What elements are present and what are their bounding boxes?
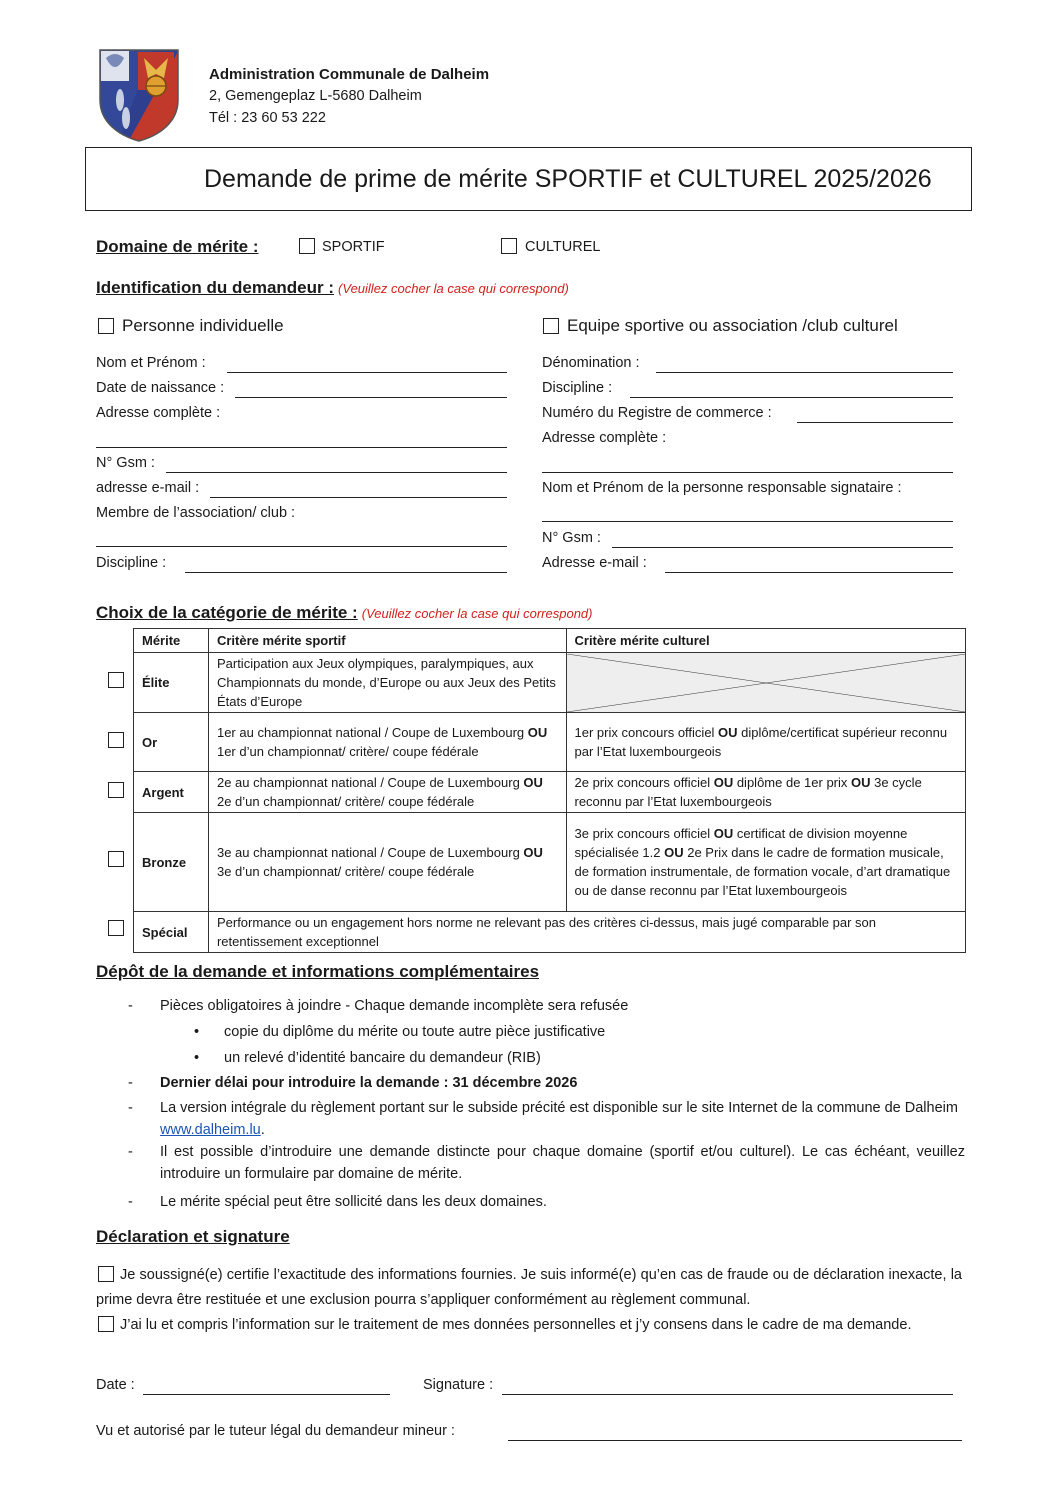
field-gsm-input[interactable]: [166, 472, 507, 473]
checkbox-equipe[interactable]: [543, 318, 559, 334]
row-name-elite: Élite: [134, 653, 209, 713]
identification-hint: (Veuillez cocher la case qui correspond): [338, 281, 569, 296]
depot-dash-2: -: [128, 1075, 133, 1091]
row-name-or: Or: [134, 713, 209, 772]
depot-sub-rib: un relevé d’identité bancaire du demandeur (RIB): [224, 1050, 541, 1066]
option-culturel-label: CULTUREL: [525, 239, 601, 255]
row-elite-culturel-na: [566, 653, 966, 713]
row-bronze-culturel: 3e prix concours officiel OU certificat de division moyenne spécialisée 1.2 OU 2e Prix dans le cadre de formation musicale, de formation instrumentale, de formation vocale, d’art dramatique ou de danse reconnu par l’Etat luxembourgeois: [566, 813, 966, 912]
table-row: [134, 912, 966, 953]
checkbox-sportif[interactable]: [299, 238, 315, 254]
row-or-sportif: 1er au championnat national / Coupe de Luxembourg OU 1er d’un championnat/ critère/ coupe fédérale: [208, 713, 566, 772]
field-membre-label: Membre de l’association/ club :: [96, 505, 296, 521]
checkbox-culturel[interactable]: [501, 238, 517, 254]
field-membre-input[interactable]: [96, 546, 507, 547]
field-responsable-input[interactable]: [542, 521, 953, 522]
field-gsm-label: N° Gsm :: [96, 455, 155, 471]
checkbox-special[interactable]: [108, 920, 124, 936]
signature-label: Signature :: [423, 1377, 494, 1393]
field-email-input[interactable]: [210, 497, 507, 498]
checkbox-or[interactable]: [108, 732, 124, 748]
row-name-special: Spécial: [134, 912, 209, 953]
field-responsable-label: Nom et Prénom de la personne responsable signataire :: [542, 480, 902, 496]
field-equipe-adresse-input[interactable]: [542, 472, 953, 473]
header-culturel: Critère mérite culturel: [566, 629, 966, 653]
depot-dash-1: -: [128, 998, 133, 1014]
table-row: [134, 653, 966, 713]
merit-table: [133, 628, 966, 953]
categorie-label: Choix de la catégorie de mérite :: [96, 603, 358, 622]
signature-input[interactable]: [502, 1394, 953, 1395]
row-elite-sportif: Participation aux Jeux olympiques, paralympiques, aux Championnats du monde, d’Europe ou aux Jeux des Petits États d’Europe: [208, 653, 566, 713]
field-equipe-adresse-label: Adresse complète :: [542, 430, 667, 446]
domaine-label: Domaine de mérite :: [96, 237, 259, 256]
depot-label: Dépôt de la demande et informations complémentaires: [96, 962, 540, 981]
equipe-title: Equipe sportive ou association /club culturel: [567, 316, 898, 335]
dalheim-link[interactable]: www.dalheim.lu: [160, 1122, 261, 1138]
page-title: Demande de prime de mérite SPORTIF et CULTUREL 2025/2026: [204, 165, 932, 193]
depot-item-special: Le mérite spécial peut être sollicité dans les deux domaines.: [160, 1194, 547, 1210]
option-sportif-label: SPORTIF: [322, 239, 385, 255]
row-name-bronze: Bronze: [134, 813, 209, 912]
declaration-text-1: Je soussigné(e) certifie l’exactitude des informations fournies. Je suis informé(e) qu’en cas de fraude ou de déclaration inexacte, la prime devra être restituée et une exclusion pourra s’appliquer conformément au règlement communal.: [96, 1267, 962, 1308]
org-address: 2, Gemengeplaz L-5680 Dalheim: [209, 88, 422, 104]
field-registre-label: Numéro du Registre de commerce :: [542, 405, 772, 421]
row-special-criteria: Performance ou un engagement hors norme ne relevant pas des critères ci-dessus, mais jugé comparable par son retentissement exceptionnel: [208, 912, 965, 953]
field-equipe-gsm-input[interactable]: [612, 547, 953, 548]
field-date-naissance-input[interactable]: [235, 397, 507, 398]
field-equipe-gsm-label: N° Gsm :: [542, 530, 601, 546]
categorie-hint: (Veuillez cocher la case qui correspond): [361, 606, 593, 621]
table-row: [134, 772, 966, 813]
depot-item-distincte: Il est possible d’introduire une demande distincte pour chaque domaine (sportif et/ou culturel). Le cas échéant, veuillez introduire un formulaire par domaine de mérite.: [160, 1144, 965, 1182]
field-email-label: adresse e-mail :: [96, 480, 200, 496]
categorie-heading: [96, 603, 592, 623]
checkbox-argent[interactable]: [108, 782, 124, 798]
field-equipe-email-input[interactable]: [665, 572, 953, 573]
depot-dash-4: -: [128, 1144, 133, 1160]
field-date-naissance-label: Date de naissance :: [96, 380, 225, 396]
field-discipline-label: Discipline :: [96, 555, 167, 571]
checkbox-elite[interactable]: [108, 672, 124, 688]
checkbox-individuel[interactable]: [98, 318, 114, 334]
header-sportif: Critère mérite sportif: [208, 629, 566, 653]
depot-item-reglement: La version intégrale du règlement portant sur le subside précité est disponible sur le site Internet de la commune de Dalheim www.dalheim.lu.: [160, 1100, 958, 1138]
header-merite: Mérite: [134, 629, 209, 653]
field-equipe-discipline-label: Discipline :: [542, 380, 613, 396]
depot-sub-diplome: copie du diplôme du mérite ou toute autre pièce justificative: [224, 1024, 606, 1040]
row-argent-culturel: 2e prix concours officiel OU diplôme de 1er prix OU 3e cycle reconnu par l’Etat luxembourgeois: [566, 772, 966, 813]
table-row: [134, 713, 966, 772]
declaration-text-2: J’ai lu et compris l’information sur le traitement de mes données personnelles et j’y consens dans le cadre de ma demande.: [120, 1317, 912, 1333]
identification-label: Identification du demandeur :: [96, 278, 335, 297]
tuteur-label: Vu et autorisé par le tuteur légal du demandeur mineur :: [96, 1423, 455, 1439]
depot-dash-3: -: [128, 1100, 133, 1116]
field-nom-prenom-label: Nom et Prénom :: [96, 355, 206, 371]
field-denomination-label: Dénomination :: [542, 355, 640, 371]
field-adresse-input[interactable]: [96, 447, 507, 448]
individuel-title: Personne individuelle: [122, 316, 284, 335]
identification-heading: [96, 278, 569, 298]
field-adresse-label: Adresse complète :: [96, 405, 221, 421]
date-label: Date :: [96, 1377, 135, 1393]
table-row: [134, 813, 966, 912]
field-equipe-email-label: Adresse e-mail :: [542, 555, 647, 571]
row-name-argent: Argent: [134, 772, 209, 813]
field-nom-prenom-input[interactable]: [227, 372, 507, 373]
declaration-label: Déclaration et signature: [96, 1227, 290, 1246]
depot-item-delai: Dernier délai pour introduire la demande : 31 décembre 2026: [160, 1075, 578, 1091]
row-bronze-sportif: 3e au championnat national / Coupe de Luxembourg OU 3e d’un championnat/ critère/ coupe fédérale: [208, 813, 566, 912]
depot-dash-5: -: [128, 1194, 133, 1210]
org-name: Administration Communale de Dalheim: [209, 66, 490, 83]
field-equipe-discipline-input[interactable]: [630, 397, 953, 398]
date-input[interactable]: [143, 1394, 390, 1395]
bullet-2: •: [194, 1050, 200, 1066]
table-header-row: [134, 629, 966, 653]
tuteur-input[interactable]: [508, 1440, 962, 1441]
bullet-1: •: [194, 1024, 200, 1040]
org-phone: Tél : 23 60 53 222: [209, 110, 326, 126]
field-denomination-input[interactable]: [656, 372, 953, 373]
row-argent-sportif: 2e au championnat national / Coupe de Luxembourg OU 2e d’un championnat/ critère/ coupe fédérale: [208, 772, 566, 813]
field-registre-input[interactable]: [797, 422, 953, 423]
row-or-culturel: 1er prix concours officiel OU diplôme/certificat supérieur reconnu par l’Etat luxembourgeois: [566, 713, 966, 772]
title-box: [85, 147, 972, 211]
depot-item-pieces: Pièces obligatoires à joindre - Chaque demande incomplète sera refusée: [160, 998, 629, 1014]
coat-of-arms-icon: [98, 48, 180, 142]
checkbox-bronze[interactable]: [108, 851, 124, 867]
field-discipline-input[interactable]: [185, 572, 507, 573]
